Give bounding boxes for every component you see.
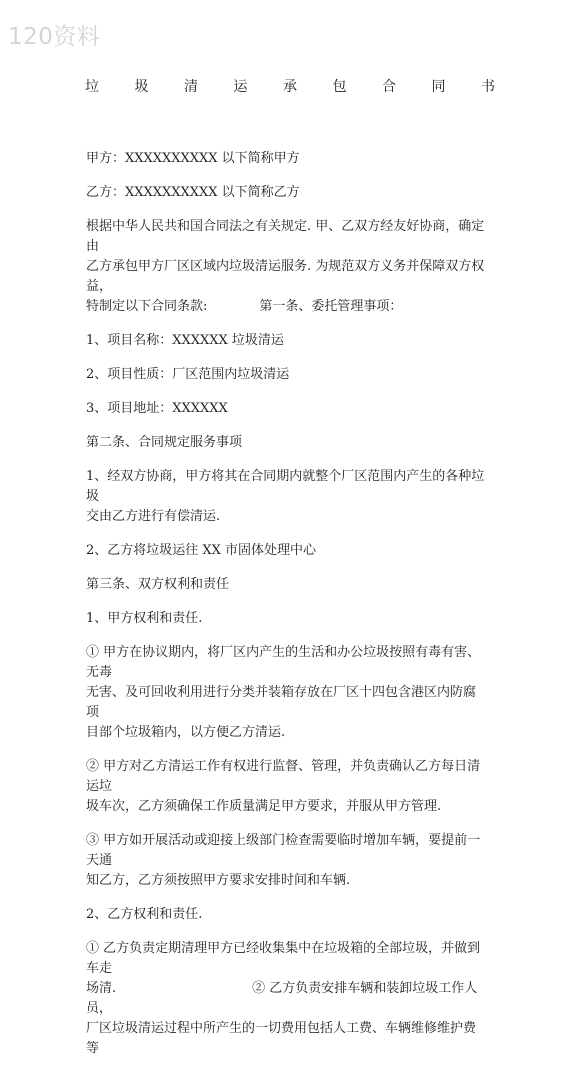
title-char: 垃 [85, 79, 99, 95]
text-line: 圾车次，乙方须确保工作质量满足甲方要求，并服从甲方管理. [86, 799, 442, 814]
text-line: 目部个垃圾箱内，以方便乙方清运. [86, 725, 286, 740]
text-fragment: 场清. [86, 981, 117, 996]
title-char: 圾 [134, 79, 149, 95]
watermark-logo: 120资料 [8, 24, 101, 50]
item-2: 2、项目性质：厂区范围内垃圾清运 [86, 367, 290, 382]
title-char: 合 [382, 79, 396, 95]
party-a-clause-3 [86, 831, 486, 891]
intro-tail: 特制定以下合同条款: [86, 299, 208, 314]
party-b-line: 乙方：XXXXXXXXXX 以下简称乙方 [86, 185, 300, 200]
item-3: 3、项目地址：XXXXXX [86, 401, 228, 416]
article-1-heading: 第一条、委托管理事项： [259, 299, 403, 314]
title-char: 书 [481, 79, 495, 95]
party-b-clause-2-start: ② 乙方负责安排车辆和装卸垃圾工作人员， [86, 981, 478, 1016]
text-line: 知乙方，乙方须按照甲方要求安排时间和车辆. [86, 873, 351, 888]
text-line: ① 乙方负责定期清理甲方已经收集集中在垃圾箱的全部垃圾，并做到车走 [86, 941, 481, 976]
title-char: 运 [233, 79, 248, 95]
article-2-heading: 第二条、合同规定服务事项 [86, 435, 243, 450]
text-line [86, 979, 486, 1019]
text-line: 无害、及可回收利用进行分类并装箱存放在厂区十四包含港区内防腐项 [86, 685, 477, 720]
text-line: 乙方承包甲方厂区区域内垃圾清运服务. 为规范双方义务并保障双方权益， [86, 259, 485, 294]
party-b-rights-heading: 2、乙方权利和责任. [86, 907, 203, 922]
document-title [85, 76, 495, 96]
text-line: 交由乙方进行有偿清运. [86, 509, 221, 524]
text-line [86, 297, 486, 317]
title-char: 包 [332, 79, 347, 95]
party-a-line: 甲方：XXXXXXXXXX 以下简称甲方 [86, 151, 300, 166]
text-line: ② 甲方对乙方清运工作有权进行监督、管理，并负责确认乙方每日清运垃 [86, 759, 481, 794]
party-a-rights-heading: 1、甲方权利和责任. [86, 611, 203, 626]
party-a-clause-1 [86, 643, 486, 743]
party-b-clause-1 [86, 939, 486, 1059]
text-line: 1、经双方协商，甲方将其在合同期内就整个厂区范围内产生的各种垃圾 [86, 469, 485, 504]
text-line: ③ 甲方如开展活动或迎接上级部门检查需要临时增加车辆，要提前一天通 [86, 833, 481, 868]
item-1: 1、项目名称：XXXXXX 垃圾清运 [86, 333, 284, 348]
text-line: ① 甲方在协议期内，将厂区内产生的生活和办公垃圾按照有毒有害、无毒 [86, 645, 481, 680]
title-char: 承 [283, 79, 297, 95]
title-char: 清 [184, 79, 198, 95]
article-2-clause-2: 2、乙方将垃圾运往 XX 市固体处理中心 [86, 543, 317, 558]
document-body [86, 149, 486, 1073]
title-char: 同 [431, 79, 446, 95]
party-a-clause-2 [86, 757, 486, 817]
text-line: 根据中华人民共和国合同法之有关规定. 甲、乙双方经友好协商，确定由 [86, 219, 485, 254]
text-line: 厂区垃圾清运过程中所产生的一切费用包括人工费、车辆维修维护费等 [86, 1021, 477, 1056]
intro-paragraph [86, 217, 486, 317]
article-2-clause-1 [86, 467, 486, 527]
article-3-heading: 第三条、双方权利和责任 [86, 577, 230, 592]
